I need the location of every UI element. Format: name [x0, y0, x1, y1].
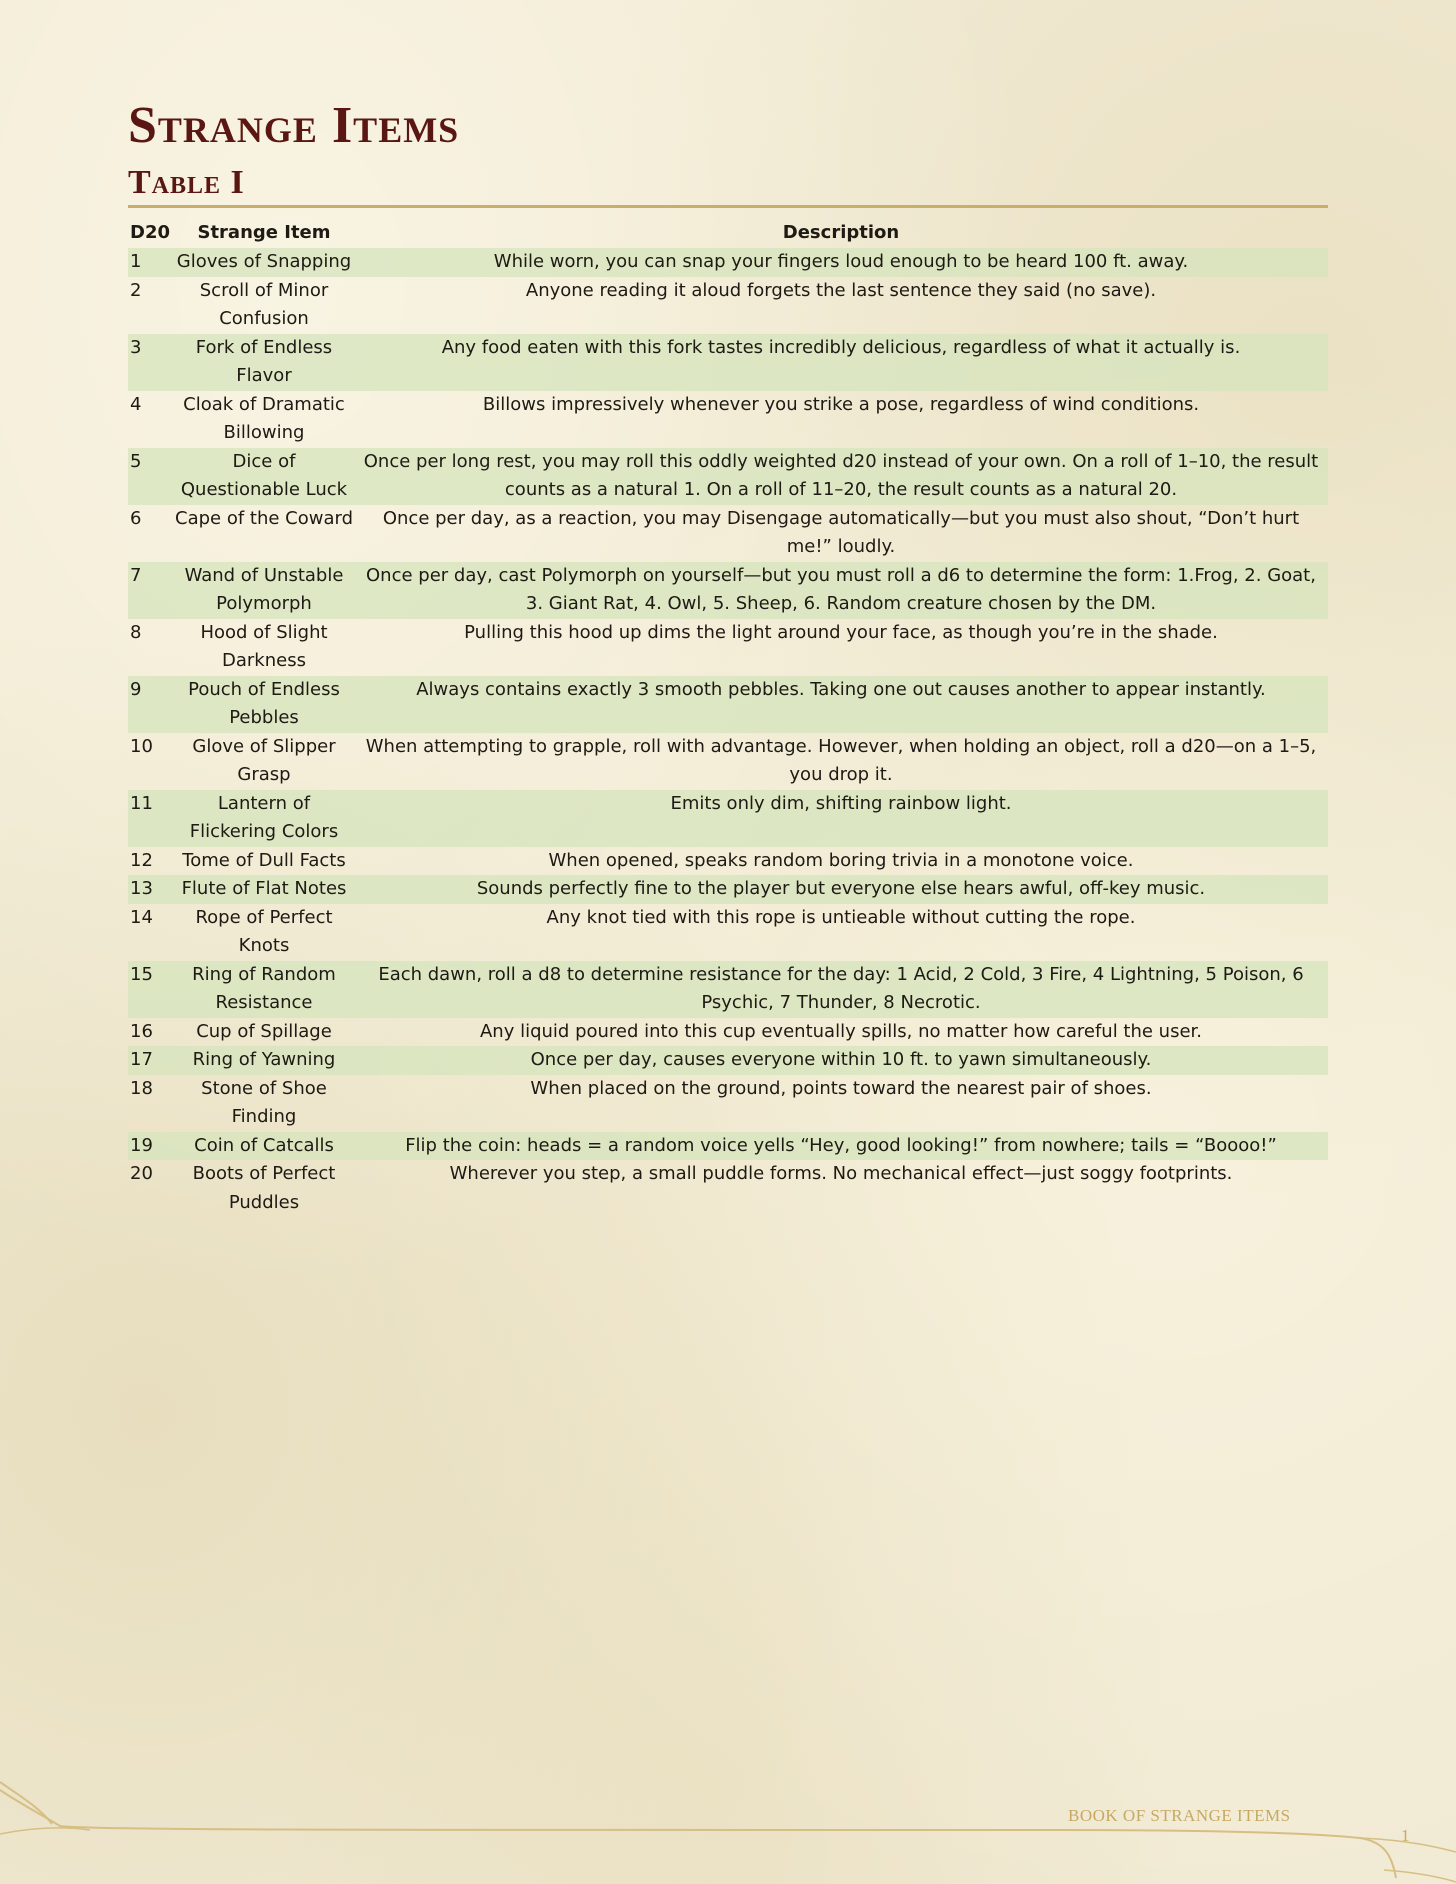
cell-d20: 19 [128, 1132, 174, 1161]
cell-strange-item: Pouch of Endless Pebbles [174, 676, 354, 733]
cell-description: Always contains exactly 3 smooth pebbles. Taking one out causes another to appear instantly. [354, 676, 1328, 733]
cell-description: Once per long rest, you may roll this oddly weighted d20 instead of your own. On a roll of 1–10, the result counts as a natural 1. On a roll of 11–20, the result counts as a natural 20. [354, 448, 1328, 505]
table-header-row [128, 218, 1328, 248]
cell-description: When attempting to grapple, roll with advantage. However, when holding an object, roll a d20—on a 1–5, you drop it. [365, 735, 1317, 785]
cell-d20: 14 [130, 906, 153, 928]
table-row [128, 847, 1328, 876]
cell-d20: 6 [130, 507, 142, 529]
cell-description: When opened, speaks random boring trivia in a monotone voice. [548, 849, 1134, 871]
table-row [128, 790, 1328, 847]
cell-d20: 18 [130, 1077, 153, 1099]
cell-description: Any liquid poured into this cup eventually spills, no matter how careful the user. [479, 1020, 1203, 1042]
cell-d20: 10 [130, 735, 153, 757]
table-row [128, 1018, 1328, 1047]
cell-strange-item: Boots of Perfect Puddles [192, 1163, 336, 1213]
cell-description: Wherever you step, a small puddle forms. No mechanical effect—just soggy footprints. [449, 1163, 1233, 1184]
cell-description: Sounds perfectly fine to the player but everyone else hears awful, off-key music. [354, 875, 1328, 904]
table-row [128, 248, 1328, 277]
cell-strange-item: Scroll of Minor Confusion [199, 279, 329, 329]
page-number: 1 [1401, 1826, 1410, 1845]
header-description: Description [782, 221, 900, 243]
cell-strange-item: Glove of Slipper Grasp [192, 735, 336, 785]
cell-d20: 13 [128, 875, 174, 904]
cell-strange-item: Stone of Shoe Finding [201, 1077, 327, 1127]
table-row [128, 1075, 1328, 1132]
cell-description: Emits only dim, shifting rainbow light. [354, 790, 1328, 847]
table-row [128, 334, 1328, 391]
cell-description: Billows impressively whenever you strike a pose, regardless of wind conditions. [482, 393, 1200, 415]
cell-d20: 3 [128, 334, 174, 391]
cell-strange-item: Tome of Dull Facts [182, 849, 346, 871]
footer-flourish-icon [0, 1776, 1456, 1884]
cell-d20: 20 [130, 1163, 153, 1184]
cell-strange-item: Dice of Questionable Luck [174, 448, 354, 505]
strange-items-table [128, 218, 1328, 1217]
cell-description: Anyone reading it aloud forgets the last sentence they said (no save). [525, 279, 1157, 301]
table-title: Table I [128, 164, 245, 201]
cell-strange-item: Cape of the Coward [175, 507, 353, 529]
cell-strange-item: Flute of Flat Notes [174, 875, 354, 904]
table-row [128, 619, 1328, 676]
cell-d20: 17 [128, 1046, 174, 1075]
cell-description: While worn, you can snap your fingers loud enough to be heard 100 ft. away. [354, 248, 1328, 277]
cell-description: Pulling this hood up dims the light around your face, as though you’re in the shade. [464, 621, 1218, 643]
cell-d20: 5 [128, 448, 174, 505]
cell-strange-item: Ring of Yawning [174, 1046, 354, 1075]
cell-strange-item: Gloves of Snapping [174, 248, 354, 277]
cell-strange-item: Wand of Unstable Polymorph [174, 562, 354, 619]
cell-strange-item: Cup of Spillage [196, 1020, 332, 1042]
table-row [128, 448, 1328, 505]
cell-description: Each dawn, roll a d8 to determine resistance for the day: 1 Acid, 2 Cold, 3 Fire, 4 Lightning, 5 Poison, 6 Psychic, 7 Thunder, 8 Necrotic. [354, 961, 1328, 1018]
title-divider [128, 205, 1328, 208]
table-row [128, 562, 1328, 619]
cell-strange-item: Rope of Perfect Knots [195, 906, 333, 956]
table-row [128, 676, 1328, 733]
cell-description: Any food eaten with this fork tastes incredibly delicious, regardless of what it actually is. [354, 334, 1328, 391]
table-row [128, 391, 1328, 448]
cell-strange-item: Hood of Slight Darkness [200, 621, 328, 671]
cell-d20: 11 [128, 790, 174, 847]
cell-d20: 1 [128, 248, 174, 277]
cell-strange-item: Cloak of Dramatic Billowing [183, 393, 345, 443]
cell-d20: 8 [130, 621, 142, 643]
table-row [128, 1046, 1328, 1075]
cell-d20: 4 [130, 393, 142, 415]
cell-d20: 7 [128, 562, 174, 619]
cell-description: Once per day, as a reaction, you may Disengage automatically—but you must also shout, “Don’t hurt me!” loudly. [382, 507, 1300, 557]
page-title: Strange Items [128, 97, 460, 154]
header-d20: D20 [130, 221, 170, 243]
cell-strange-item: Ring of Random Resistance [174, 961, 354, 1018]
table-row [128, 875, 1328, 904]
table-row [128, 505, 1328, 562]
table-body [128, 248, 1328, 1217]
table-row [128, 277, 1328, 334]
cell-d20: 16 [130, 1020, 153, 1042]
cell-d20: 15 [128, 961, 174, 1018]
cell-description: Any knot tied with this rope is untieable without cutting the rope. [546, 906, 1136, 928]
cell-strange-item: Coin of Catcalls [174, 1132, 354, 1161]
table-row [128, 1160, 1328, 1217]
table-row [128, 904, 1328, 961]
cell-strange-item: Fork of Endless Flavor [174, 334, 354, 391]
cell-d20: 2 [130, 279, 142, 301]
footer-book-title: BOOK OF STRANGE ITEMS [1068, 1806, 1291, 1825]
cell-d20: 12 [130, 849, 153, 871]
header-strange-item: Strange Item [197, 221, 331, 243]
table-row [128, 961, 1328, 1018]
cell-description: Once per day, causes everyone within 10 ft. to yawn simultaneously. [354, 1046, 1328, 1075]
cell-description: Flip the coin: heads = a random voice yells “Hey, good looking!” from nowhere; tails = “Boooo!” [354, 1132, 1328, 1161]
cell-strange-item: Lantern of Flickering Colors [174, 790, 354, 847]
cell-d20: 9 [128, 676, 174, 733]
table-row [128, 733, 1328, 790]
table-row [128, 1132, 1328, 1161]
cell-description: When placed on the ground, points toward the nearest pair of shoes. [530, 1077, 1152, 1099]
cell-description: Once per day, cast Polymorph on yourself—but you must roll a d6 to determine the form: 1.Frog, 2. Goat, 3. Giant Rat, 4. Owl, 5. Sheep, 6. Random creature chosen by the DM. [354, 562, 1328, 619]
